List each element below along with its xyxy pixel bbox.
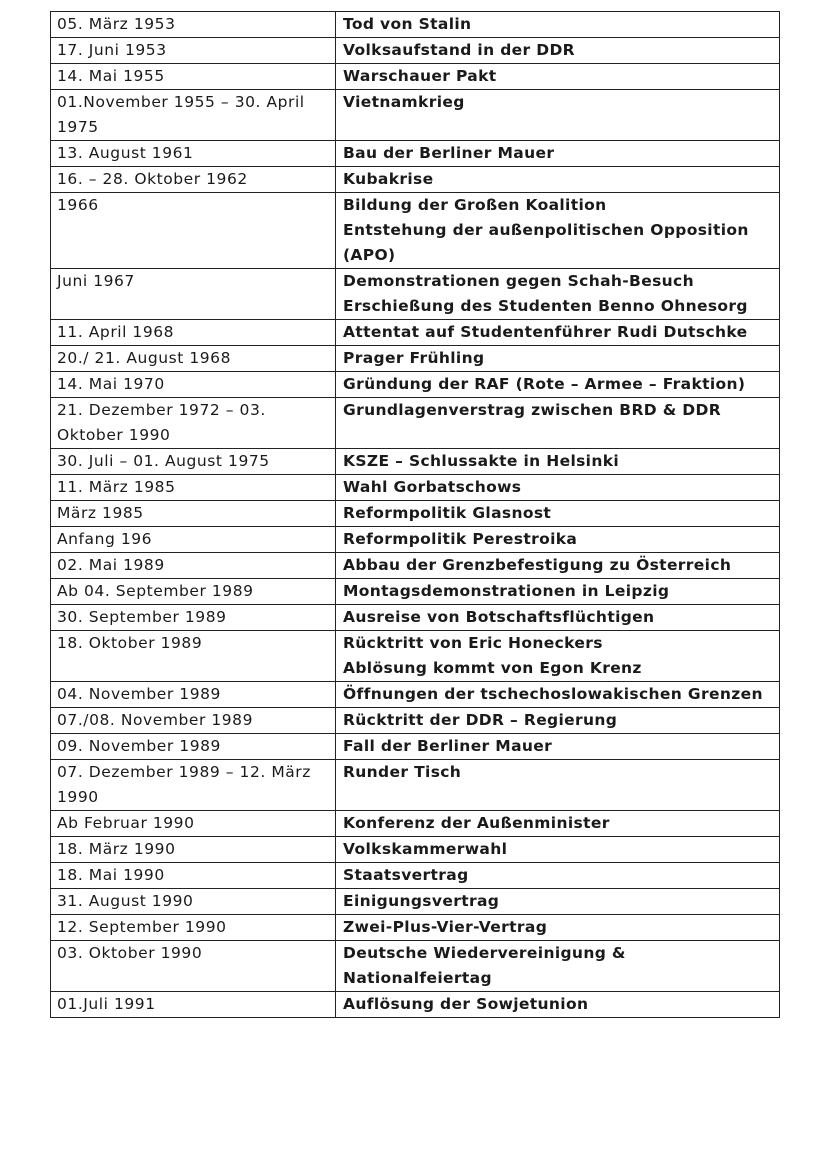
event-cell — [336, 682, 780, 708]
date-cell: 11. März 1985 — [51, 475, 336, 501]
event-cell — [336, 579, 780, 605]
event-text: Demonstrationen gegen Schah-Besuch — [343, 272, 694, 290]
timeline-table — [50, 11, 780, 1018]
event-cell — [336, 631, 780, 682]
event-text: Bildung der Großen Koalition — [343, 196, 607, 214]
event-text: Erschießung des Studenten Benno Ohnesorg — [343, 297, 748, 315]
table-row — [51, 863, 780, 889]
event-cell — [336, 449, 780, 475]
event-cell — [336, 708, 780, 734]
date-cell: 30. September 1989 — [51, 605, 336, 631]
event-text: Kubakrise — [343, 170, 434, 188]
table-row — [51, 269, 780, 320]
table-row — [51, 449, 780, 475]
table-row — [51, 372, 780, 398]
table-row — [51, 320, 780, 346]
date-cell: 02. Mai 1989 — [51, 553, 336, 579]
date-cell: 04. November 1989 — [51, 682, 336, 708]
event-text: Rücktritt der DDR – Regierung — [343, 711, 618, 729]
date-cell: 18. März 1990 — [51, 837, 336, 863]
table-row — [51, 915, 780, 941]
table-row — [51, 38, 780, 64]
table-row — [51, 553, 780, 579]
event-text: Montagsdemonstrationen in Leipzig — [343, 582, 670, 600]
event-text: Ablösung kommt von Egon Krenz — [343, 659, 642, 677]
table-row — [51, 141, 780, 167]
date-cell: 17. Juni 1953 — [51, 38, 336, 64]
event-cell — [336, 992, 780, 1018]
date-cell: Anfang 196 — [51, 527, 336, 553]
date-cell: 03. Oktober 1990 — [51, 941, 336, 992]
event-cell — [336, 193, 780, 269]
event-cell — [336, 141, 780, 167]
event-cell — [336, 553, 780, 579]
document-page — [50, 11, 779, 1018]
event-text: Bau der Berliner Mauer — [343, 144, 555, 162]
event-cell — [336, 941, 780, 992]
event-text: Abbau der Grenzbefestigung zu Österreich — [343, 556, 732, 574]
table-row — [51, 398, 780, 449]
table-row — [51, 631, 780, 682]
event-text: Zwei-Plus-Vier-Vertrag — [343, 918, 548, 936]
table-row — [51, 346, 780, 372]
event-text: Rücktritt von Eric Honeckers — [343, 634, 603, 652]
event-cell — [336, 889, 780, 915]
event-text: Fall der Berliner Mauer — [343, 737, 553, 755]
date-cell: 30. Juli – 01. August 1975 — [51, 449, 336, 475]
table-row — [51, 837, 780, 863]
event-text: Grundlagenverstrag zwischen BRD & DDR — [343, 401, 722, 419]
event-text: KSZE – Schlussakte in Helsinki — [343, 452, 620, 470]
date-cell: 14. Mai 1970 — [51, 372, 336, 398]
table-row — [51, 811, 780, 837]
event-text: Einigungsvertrag — [343, 892, 500, 910]
event-cell — [336, 90, 780, 141]
date-cell: 07./08. November 1989 — [51, 708, 336, 734]
event-cell — [336, 527, 780, 553]
event-cell — [336, 372, 780, 398]
table-row — [51, 708, 780, 734]
date-cell: 13. August 1961 — [51, 141, 336, 167]
table-row — [51, 527, 780, 553]
event-cell — [336, 475, 780, 501]
event-text: Auflösung der Sowjetunion — [343, 995, 589, 1013]
table-row — [51, 501, 780, 527]
event-text: Deutsche Wiedervereinigung & Nationalfeiertag — [343, 944, 626, 987]
date-cell: 18. Mai 1990 — [51, 863, 336, 889]
event-cell — [336, 12, 780, 38]
event-text: Volkskammerwahl — [343, 840, 508, 858]
date-cell: 31. August 1990 — [51, 889, 336, 915]
event-cell — [336, 64, 780, 90]
table-row — [51, 992, 780, 1018]
event-cell — [336, 269, 780, 320]
event-text: Wahl Gorbatschows — [343, 478, 522, 496]
event-cell — [336, 398, 780, 449]
table-row — [51, 941, 780, 992]
table-row — [51, 579, 780, 605]
event-cell — [336, 734, 780, 760]
event-cell — [336, 38, 780, 64]
event-text: Volksaufstand in der DDR — [343, 41, 575, 59]
event-text: Reformpolitik Perestroika — [343, 530, 578, 548]
date-cell: Ab Februar 1990 — [51, 811, 336, 837]
date-cell: 18. Oktober 1989 — [51, 631, 336, 682]
date-cell: Ab 04. September 1989 — [51, 579, 336, 605]
table-row — [51, 64, 780, 90]
date-cell: 01.November 1955 – 30. April 1975 — [51, 90, 336, 141]
date-cell: 07. Dezember 1989 – 12. März 1990 — [51, 760, 336, 811]
event-text: Öffnungen der tschechoslowakischen Grenzen — [343, 685, 763, 703]
event-cell — [336, 915, 780, 941]
event-cell — [336, 605, 780, 631]
table-row — [51, 889, 780, 915]
event-cell — [336, 863, 780, 889]
event-text: Warschauer Pakt — [343, 67, 497, 85]
date-cell: 20./ 21. August 1968 — [51, 346, 336, 372]
date-cell: 11. April 1968 — [51, 320, 336, 346]
timeline-body — [51, 12, 780, 1018]
table-row — [51, 734, 780, 760]
date-cell: 14. Mai 1955 — [51, 64, 336, 90]
event-text: Staatsvertrag — [343, 866, 469, 884]
date-cell: 1966 — [51, 193, 336, 269]
event-cell — [336, 811, 780, 837]
event-cell — [336, 501, 780, 527]
event-text: Reformpolitik Glasnost — [343, 504, 552, 522]
event-text: Attentat auf Studentenführer Rudi Dutschke — [343, 323, 748, 341]
table-row — [51, 167, 780, 193]
date-cell: 09. November 1989 — [51, 734, 336, 760]
table-row — [51, 760, 780, 811]
table-row — [51, 682, 780, 708]
event-text: Entstehung der außenpolitischen Opposition (APO) — [343, 221, 749, 264]
date-cell: 21. Dezember 1972 – 03. Oktober 1990 — [51, 398, 336, 449]
event-text: Vietnamkrieg — [343, 93, 465, 111]
table-row — [51, 605, 780, 631]
table-row — [51, 90, 780, 141]
event-cell — [336, 320, 780, 346]
date-cell: März 1985 — [51, 501, 336, 527]
event-text: Runder Tisch — [343, 763, 462, 781]
date-cell: 12. September 1990 — [51, 915, 336, 941]
event-cell — [336, 760, 780, 811]
table-row — [51, 475, 780, 501]
event-cell — [336, 837, 780, 863]
event-text: Tod von Stalin — [343, 15, 472, 33]
event-cell — [336, 167, 780, 193]
event-text: Ausreise von Botschaftsflüchtigen — [343, 608, 655, 626]
event-text: Prager Frühling — [343, 349, 485, 367]
date-cell: 16. – 28. Oktober 1962 — [51, 167, 336, 193]
date-cell: 01.Juli 1991 — [51, 992, 336, 1018]
event-cell — [336, 346, 780, 372]
date-cell: 05. März 1953 — [51, 12, 336, 38]
table-row — [51, 193, 780, 269]
event-text: Gründung der RAF (Rote – Armee – Fraktion) — [343, 375, 746, 393]
date-cell: Juni 1967 — [51, 269, 336, 320]
event-text: Konferenz der Außenminister — [343, 814, 610, 832]
table-row — [51, 12, 780, 38]
